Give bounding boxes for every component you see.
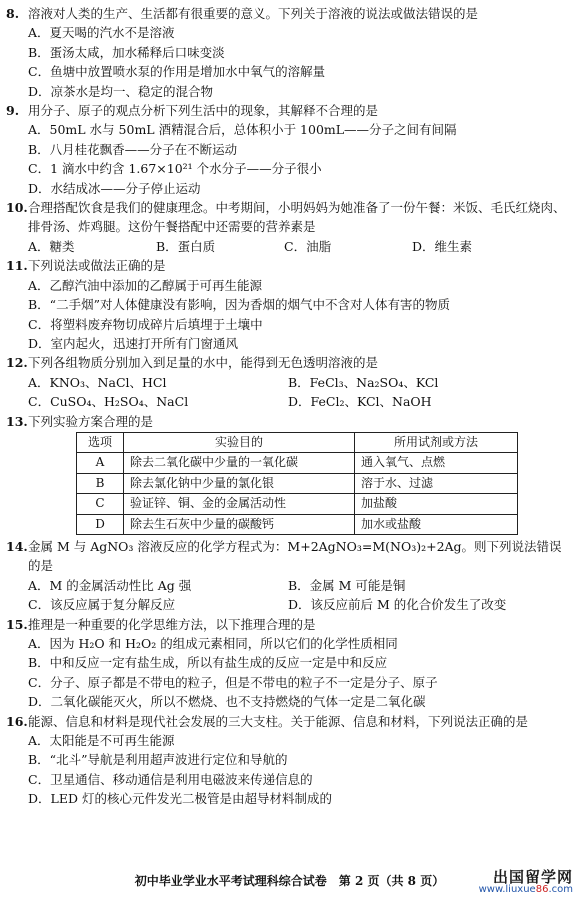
watermark-logo[interactable] [479,866,573,895]
option: D．FeCl₂、KCl、NaOH [288,394,432,410]
question-number: 8. [6,6,20,21]
table-cell: 溶于水、过滤 [355,473,518,493]
question-number: 14. [6,538,28,554]
question-11 [6,256,572,275]
question-9 [6,101,572,120]
question-number: 16. [6,713,28,729]
option: B．金属 M 可能是铜 [288,577,406,593]
option: C．油脂 [284,238,332,254]
question-stem: 下列实验方案合理的是 [28,413,154,429]
option: D．该反应前后 M 的化合价发生了改变 [288,597,507,613]
option: B．“二手烟”对人体健康没有影响，因为香烟的烟气中不含对人体有害的物质 [28,297,450,313]
option: D．室内起火，迅速打开所有门窗通风 [28,335,239,351]
option: B．FeCl₃、Na₂SO₄、KCl [288,374,439,390]
option: B．八月桂花飘香——分子在不断运动 [28,141,238,157]
table-cell: 除去生石灰中少量的碳酸钙 [124,514,355,534]
table-header: 所用试剂或方法 [355,432,518,452]
table-row [77,514,518,534]
table-cell: C [77,494,124,514]
option: A．夏天喝的汽水不是溶液 [28,25,175,41]
question-8 [6,4,572,23]
table-cell: 加盐酸 [355,494,518,514]
option: C．CuSO₄、H₂SO₄、NaCl [28,394,189,410]
option: B．蛋汤太咸，加水稀释后口味变淡 [28,44,225,60]
question-stem: 溶液对人类的生产、生活都有很重要的意义。下列关于溶液的说法或做法错误的是 [28,6,479,21]
question-stem: 合理搭配饮食是我们的健康理念。中考期间，小明妈妈为她准备了一份午餐：米饭、毛氏红烧肉、排骨汤、炸鸡腿。这份午餐搭配中还需要的营养素是 [28,200,566,235]
question-number: 9. [6,103,20,119]
option: D．二氧化碳能灭火，所以不燃烧、也不支持燃烧的气体一定是二氧化碳 [28,694,426,710]
question-10 [6,198,572,237]
option: B．“北斗”导航是利用超声波进行定位和导航的 [28,752,288,768]
options-row [6,595,572,614]
table-cell: D [77,514,124,534]
watermark-url-a: www.liuxue [478,884,536,895]
table-cell: B [77,473,124,493]
option: D．LED 灯的核心元件发光二极管是由超导材料制成的 [28,791,332,807]
question-stem: 推理是一种重要的化学思维方法，以下推理合理的是 [28,616,316,632]
option: B．蛋白质 [156,238,216,254]
option: A．M 的金属活动性比 Ag 强 [28,577,192,593]
watermark-title: 出国留学网 [492,868,573,886]
question-number: 10. [6,200,28,216]
table-row [77,473,518,493]
option: B．中和反应一定有盐生成，所以有盐生成的反应一定是中和反应 [28,655,388,671]
watermark-url-c: .com [548,884,573,895]
question-number: 11. [6,258,28,274]
table-cell: 除去氯化钠中少量的氯化银 [124,473,355,493]
table-header: 实验目的 [124,432,355,452]
option: A．KNO₃、NaCl、HCl [28,374,167,390]
option: C．该反应属于复分解反应 [28,597,176,613]
option: D．维生素 [412,238,473,254]
options-row [6,392,572,411]
question-stem: 能源、信息和材料是现代社会发展的三大支柱。关于能源、信息和材料，下列说法正确的是 [28,713,529,729]
question-13 [6,412,572,431]
experiment-table [76,432,518,535]
table-row [77,453,518,473]
exam-page [6,4,572,809]
question-12 [6,353,572,372]
option: A．因为 H₂O 和 H₂O₂ 的组成元素相同，所以它们的化学性质相同 [28,636,398,651]
option: C．鱼塘中放置喷水泵的作用是增加水中氧气的溶解量 [28,64,326,80]
question-15 [6,615,572,634]
option: C．卫星通信、移动通信是利用电磁波来传递信息的 [28,771,313,787]
option: C．分子、原子都是不带电的粒子，但是不带电的粒子不一定是分子、原子 [28,674,438,690]
option: A．太阳能是不可再生能源 [28,733,175,749]
question-number: 13. [6,413,28,429]
option: A．50mL 水与 50mL 酒精混合后，总体积小于 100mL——分子之间有间隔 [28,122,457,138]
option: C．1 滴水中约含 1.67×10²¹ 个水分子——分子很小 [28,161,322,177]
watermark-url-b: 86 [535,884,549,895]
table-cell: 验证锌、铜、金的金属活动性 [124,494,355,514]
table-cell: A [77,453,124,473]
option: C．将塑料废弃物切成碎片后填埋于土壤中 [28,316,263,332]
question-number: 12. [6,355,28,371]
table-cell: 加水或盐酸 [355,514,518,534]
table-cell: 通入氧气、点燃 [355,453,518,473]
table-header: 选项 [77,432,124,452]
option: A．乙醇汽油中添加的乙醇属于可再生能源 [28,277,263,293]
option: D．水结成冰——分子停止运动 [28,180,201,196]
question-stem: 下列说法或做法正确的是 [28,258,166,274]
question-number: 15. [6,616,28,632]
question-stem: 用分子、原子的观点分析下列生活中的现象，其解释不合理的是 [28,103,379,119]
option: A．糖类 [28,238,75,254]
question-stem: 金属 M 与 AgNO₃ 溶液反应的化学方程式为：M+2AgNO₃=M(NO₃)₂+2Ag。则下列说法错误的是 [28,538,562,574]
page-footer: 初中毕业学业水平考试理科综合试卷 第 2 页（共 8 页） [134,874,445,888]
question-stem: 下列各组物质分别加入到足量的水中，能得到无色透明溶液的是 [28,355,379,371]
options-row [6,576,572,595]
table-cell: 除去二氧化碳中少量的一氧化碳 [124,453,355,473]
question-16 [6,712,572,731]
option: D．凉茶水是均一、稳定的混合物 [28,83,214,99]
options-row [6,373,572,392]
question-14 [6,537,572,576]
table-row [77,494,518,514]
options-row [6,237,572,256]
table-header-row [77,432,518,452]
watermark-url [479,884,573,895]
